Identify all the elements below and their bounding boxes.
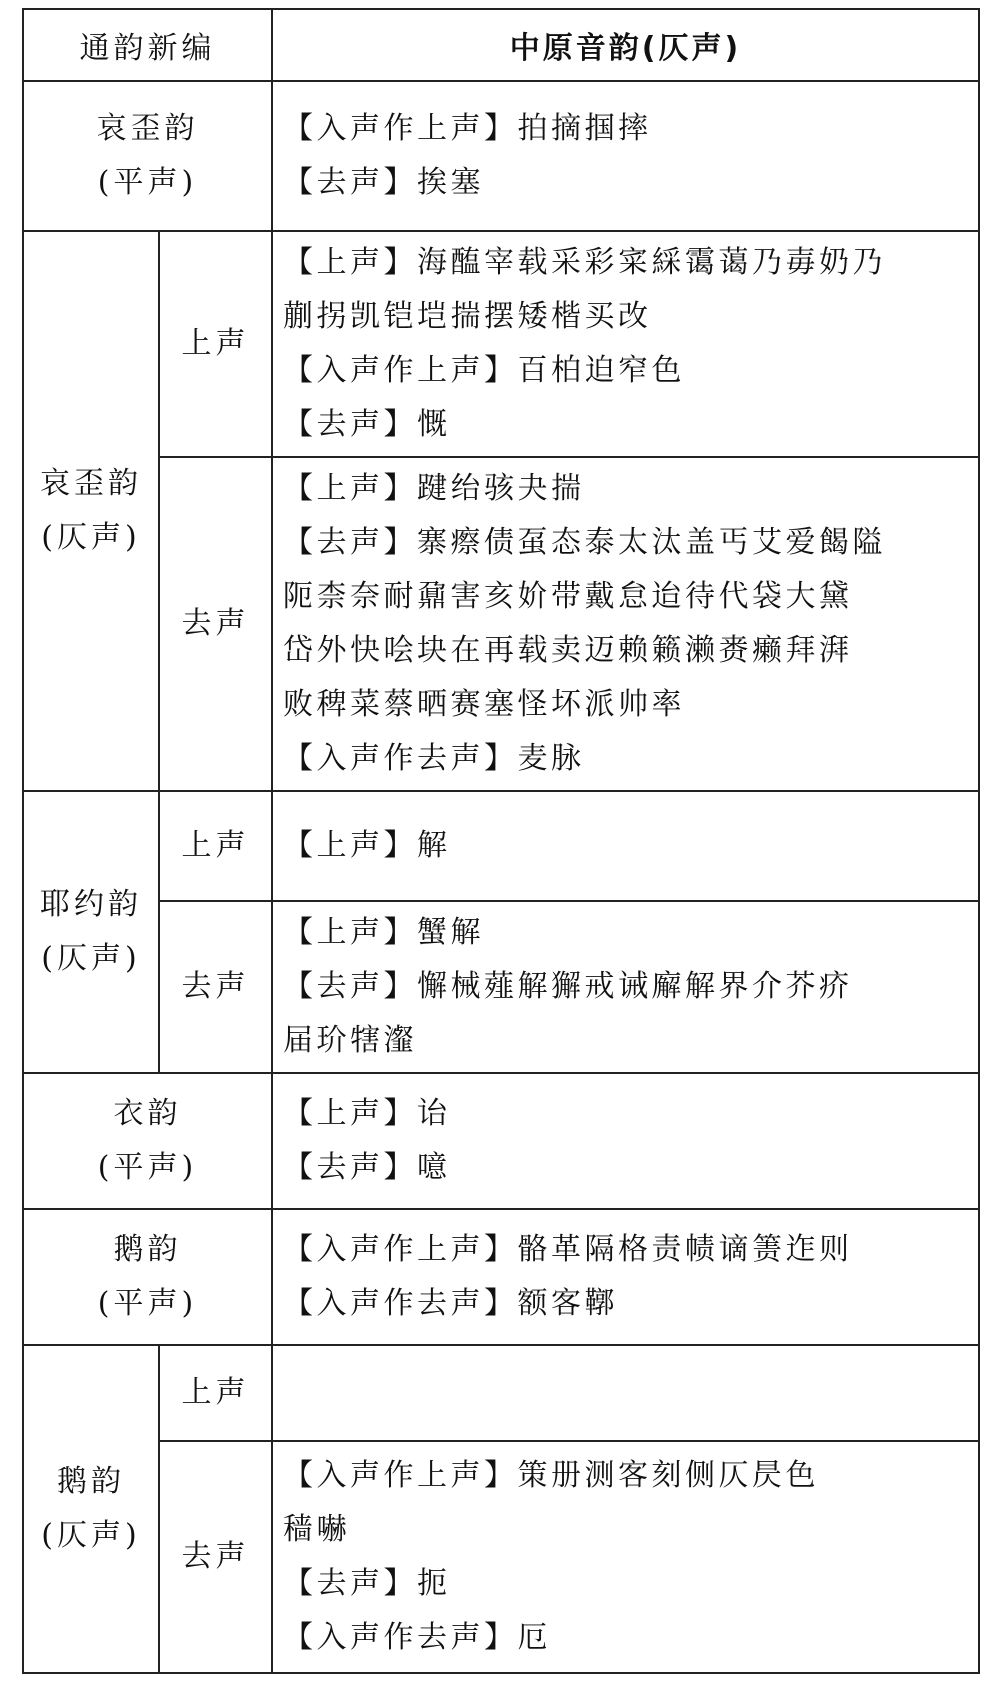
table-row bbox=[23, 1209, 979, 1345]
tone-label: 去声 bbox=[159, 1441, 272, 1673]
table-row bbox=[23, 1345, 979, 1441]
rhyme-chars: 【上声】诒 【去声】噫 bbox=[272, 1073, 979, 1209]
header-row bbox=[23, 9, 979, 81]
header-col1: 通韵新编 bbox=[23, 9, 272, 81]
table-row bbox=[23, 1441, 979, 1673]
rhyme-chars-empty bbox=[272, 1345, 979, 1441]
rhyme-label: 衣韵 (平声) bbox=[23, 1073, 272, 1209]
rhyme-chars: 【上声】解 bbox=[272, 791, 979, 901]
rhyme-label: 鹅韵 (平声) bbox=[23, 1209, 272, 1345]
table-row bbox=[23, 81, 979, 231]
tone-label: 去声 bbox=[159, 901, 272, 1073]
rhyme-table bbox=[22, 8, 980, 1674]
rhyme-chars: 【上声】海醢宰载采彩寀綵霭蔼乃毐奶乃 蒯拐凯铠垲揣摆矮楷买改 【入声作上声】百柏迫窄色 【去声】慨 bbox=[272, 231, 979, 457]
tone-label: 上声 bbox=[159, 791, 272, 901]
tone-label: 去声 bbox=[159, 457, 272, 791]
rhyme-label: 哀歪韵 (平声) bbox=[23, 81, 272, 231]
table-row bbox=[23, 457, 979, 791]
rhyme-chars: 【上声】蟹解 【去声】懈械薤解獬戒诫廨解界介芥疥 届玠犗瀣 bbox=[272, 901, 979, 1073]
table-row bbox=[23, 231, 979, 457]
rhyme-chars: 【入声作上声】骼革隔格责帻谪箦迮则 【入声作去声】额客鞹 bbox=[272, 1209, 979, 1345]
rhyme-chars: 【上声】踺绐骇夬揣 【去声】寨瘵债虿态泰太汰盖丐艾爱餲隘 阨柰奈耐鼐害亥妎带戴怠迨待代袋大黛 岱外快哙块在再载卖迈赖籁濑赉癞拜湃 败稗菜蔡晒赛塞怪坏派帅率 【入声作去声】麦脉 bbox=[272, 457, 979, 791]
rhyme-label: 鹅韵 (仄声) bbox=[23, 1345, 159, 1673]
rhyme-chars: 【入声作上声】策册测客刻侧仄昃色 穑嚇 【去声】扼 【入声作去声】厄 bbox=[272, 1441, 979, 1673]
header-col2: 中原音韵(仄声) bbox=[272, 9, 979, 81]
tone-label: 上声 bbox=[159, 231, 272, 457]
rhyme-label: 哀歪韵 (仄声) bbox=[23, 231, 159, 791]
table-row bbox=[23, 791, 979, 901]
table-row bbox=[23, 901, 979, 1073]
rhyme-label: 耶约韵 (仄声) bbox=[23, 791, 159, 1073]
table-row bbox=[23, 1073, 979, 1209]
rhyme-chars: 【入声作上声】拍摘掴摔 【去声】挨塞 bbox=[272, 81, 979, 231]
tone-label: 上声 bbox=[159, 1345, 272, 1441]
